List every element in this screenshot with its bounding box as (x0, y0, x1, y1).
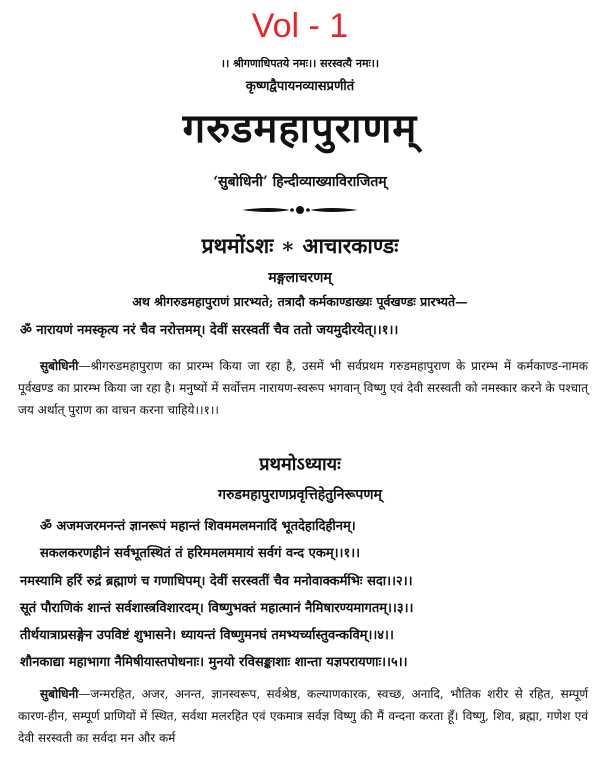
commentary-text: —श्रीगरुडमहापुराण का प्रारम्भ किया जा रहा है, उसमें भी सर्वप्रथम गरुडमहापुराण के प्रारम्भ में कर्मकाण्ड-नामक पूर्वखण्ड का प्रारम्भ किया जा रहा है। मनुष्यों में सर्वोत्तम नारायण-स्वरूप भगवान् विष्णु एवं देवी सरस्वती को नमस्कार करने के पश्चात् जय अर्थात् पुराण का वाचन करना चाहिये।।१।। (18, 359, 588, 417)
chapter-subheading: गरुडमहापुराणप्रवृत्तिहेतुनिरूपणम् (218, 487, 382, 503)
commentary-paragraph (18, 355, 588, 421)
invocation-line: ।। श्रीगणाधिपतये नमः।। सरस्वत्यै नमः।। (220, 57, 380, 70)
author-line: कृष्णद्वैपायनव्यासप्रणीतं (245, 79, 355, 94)
main-title: गरुडमहापुराणम् (182, 105, 418, 152)
verse-line: तीर्थयात्राप्रसङ्गेन उपविष्टं शुभासने। ध्यायन्तं विष्णुमनघं तमभ्यर्च्यास्तुवन्कविम्।।४।। (20, 628, 394, 643)
ornament-divider-icon (240, 202, 360, 218)
commentary-paragraph (18, 683, 588, 749)
commentary-text: —जन्मरहित, अजर, अनन्त, ज्ञानस्वरूप, सर्वश्रेष्ठ, कल्याणकारक, स्वच्छ, अनादि, भौतिक शरीर से रहित, सम्पूर्ण कारण-हीन, सम्पूर्ण प्राणियों में स्थित, सर्वथा मलरहित एवं एकमात्र सर्वज्ञ विष्णु की मैं वन्दना करता हूँ। विष्णु, शिव, ब्रह्मा, गणेश एवं देवी सरस्वती का सर्वदा मन और कर्म (18, 687, 588, 745)
volume-label: Vol - 1 (251, 7, 349, 45)
verse-line: सूतं पौराणिकं शान्तं सर्वशास्त्रविशारदम्। विष्णुभक्तं महात्मानं नैमिषारण्यमागतम्।।३।। (20, 601, 414, 616)
verse-line: ॐ अजमजरमनन्तं ज्ञानरूपं महान्तं शिवममलमनादिं भूतदेहादिहीनम्। (40, 519, 356, 534)
intro-line: अथ श्रीगरुडमहापुराणं प्रारभ्यते; तत्रादौ कर्मकाण्डाख्यः पूर्वखण्डः प्रारभ्यते— (132, 294, 468, 309)
verse-line: ॐ नारायणं नमस्कृत्य नरं चैव नरोत्तमम्। देवीं सरस्वतीं चैव ततो जयमुदीरयेत्।।१।। (20, 323, 399, 338)
chapter-heading: प्रथमोऽध्यायः (259, 454, 341, 475)
subtitle: ‘सुबोधिनी’ हिन्दीव्याख्याविराजितम् (213, 174, 387, 190)
verse-line: शौनकाद्या महाभागा नैमिषीयास्तपोधनाः। मुनयो रविसङ्काशाः शान्ता यज्ञपरायणाः।।५।। (20, 655, 408, 670)
verse-line: नमस्यामि हरिं रुद्रं ब्रह्माणं च गणाधिपम्। देवीं सरस्वतीं चैव मनोवाक्कर्मभिः सदा।।२।। (20, 574, 413, 589)
mangalacharan-heading: मङ्गलाचरणम् (268, 270, 332, 286)
section-heading: प्रथमोंऽशः ∗ आचारकाण्डः (201, 233, 399, 258)
commentary-label: सुबोधिनी (40, 359, 79, 373)
verse-line: सकलकरणहीनं सर्वभूतस्थितं तं हरिममलममायं सर्वगं वन्द एकम्।।१।। (40, 546, 361, 561)
commentary-label: सुबोधिनी (40, 687, 79, 701)
